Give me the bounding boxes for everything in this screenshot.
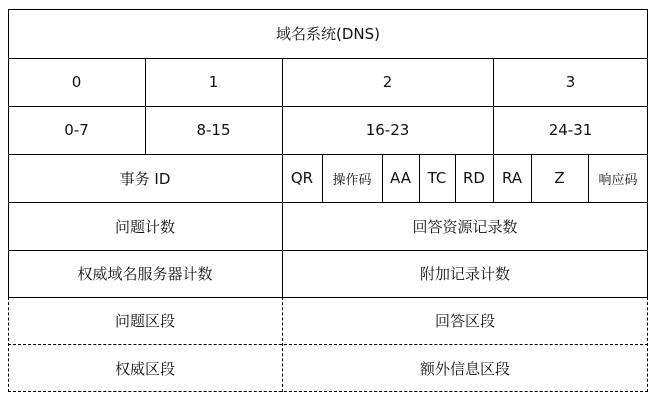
dns-header-table [8, 9, 648, 392]
qr-flag: QR [290, 169, 314, 187]
transaction-id-field: 事务 ID [119, 169, 171, 188]
row-divider [8, 202, 648, 203]
dashed-row-divider [8, 391, 648, 392]
column-divider [145, 58, 146, 154]
rcode-field: 响应码 [598, 172, 638, 188]
tc-flag: TC [427, 169, 447, 187]
table-right-border [647, 9, 648, 297]
row-divider [8, 106, 648, 107]
question-count-field: 问题计数 [114, 217, 175, 236]
bit-range-8-15: 8-15 [196, 121, 231, 139]
authority-section-field: 权威区段 [114, 359, 175, 378]
opcode-field: 操作码 [332, 172, 372, 188]
row-divider [8, 250, 648, 251]
column-divider [588, 154, 589, 202]
byte-index-3: 3 [565, 73, 576, 91]
dashed-row-divider [8, 344, 648, 345]
bit-range-24-31: 24-31 [548, 121, 593, 139]
table-title: 域名系统(DNS) [276, 25, 380, 43]
column-divider [382, 154, 383, 202]
dashed-right-border [647, 297, 648, 392]
rd-flag: RD [463, 169, 485, 187]
column-divider [531, 154, 532, 202]
row-divider [8, 9, 648, 10]
bit-range-16-23: 16-23 [365, 121, 410, 139]
column-divider [322, 154, 323, 202]
column-divider [493, 58, 494, 202]
byte-index-2: 2 [382, 73, 393, 91]
row-divider [8, 297, 648, 298]
byte-index-1: 1 [208, 73, 219, 91]
additional-count-field: 附加记录计数 [419, 265, 510, 283]
authority-count-field: 权威域名服务器计数 [77, 265, 213, 283]
row-divider [8, 58, 648, 59]
column-divider [282, 58, 283, 297]
byte-index-0: 0 [71, 73, 82, 91]
question-section-field: 问题区段 [114, 312, 175, 330]
dashed-column-divider [282, 297, 283, 392]
additional-section-field: 额外信息区段 [419, 359, 510, 378]
answer-section-field: 回答区段 [434, 312, 495, 330]
dashed-left-border [8, 297, 9, 392]
bit-range-0-7: 0-7 [64, 121, 89, 139]
z-field: Z [554, 169, 565, 187]
row-divider [8, 154, 648, 155]
column-divider [455, 154, 456, 202]
table-left-border [8, 9, 9, 297]
aa-flag: AA [390, 169, 411, 187]
column-divider [419, 154, 420, 202]
ra-flag: RA [501, 169, 523, 187]
answer-rr-count-field: 回答资源记录数 [412, 217, 518, 236]
